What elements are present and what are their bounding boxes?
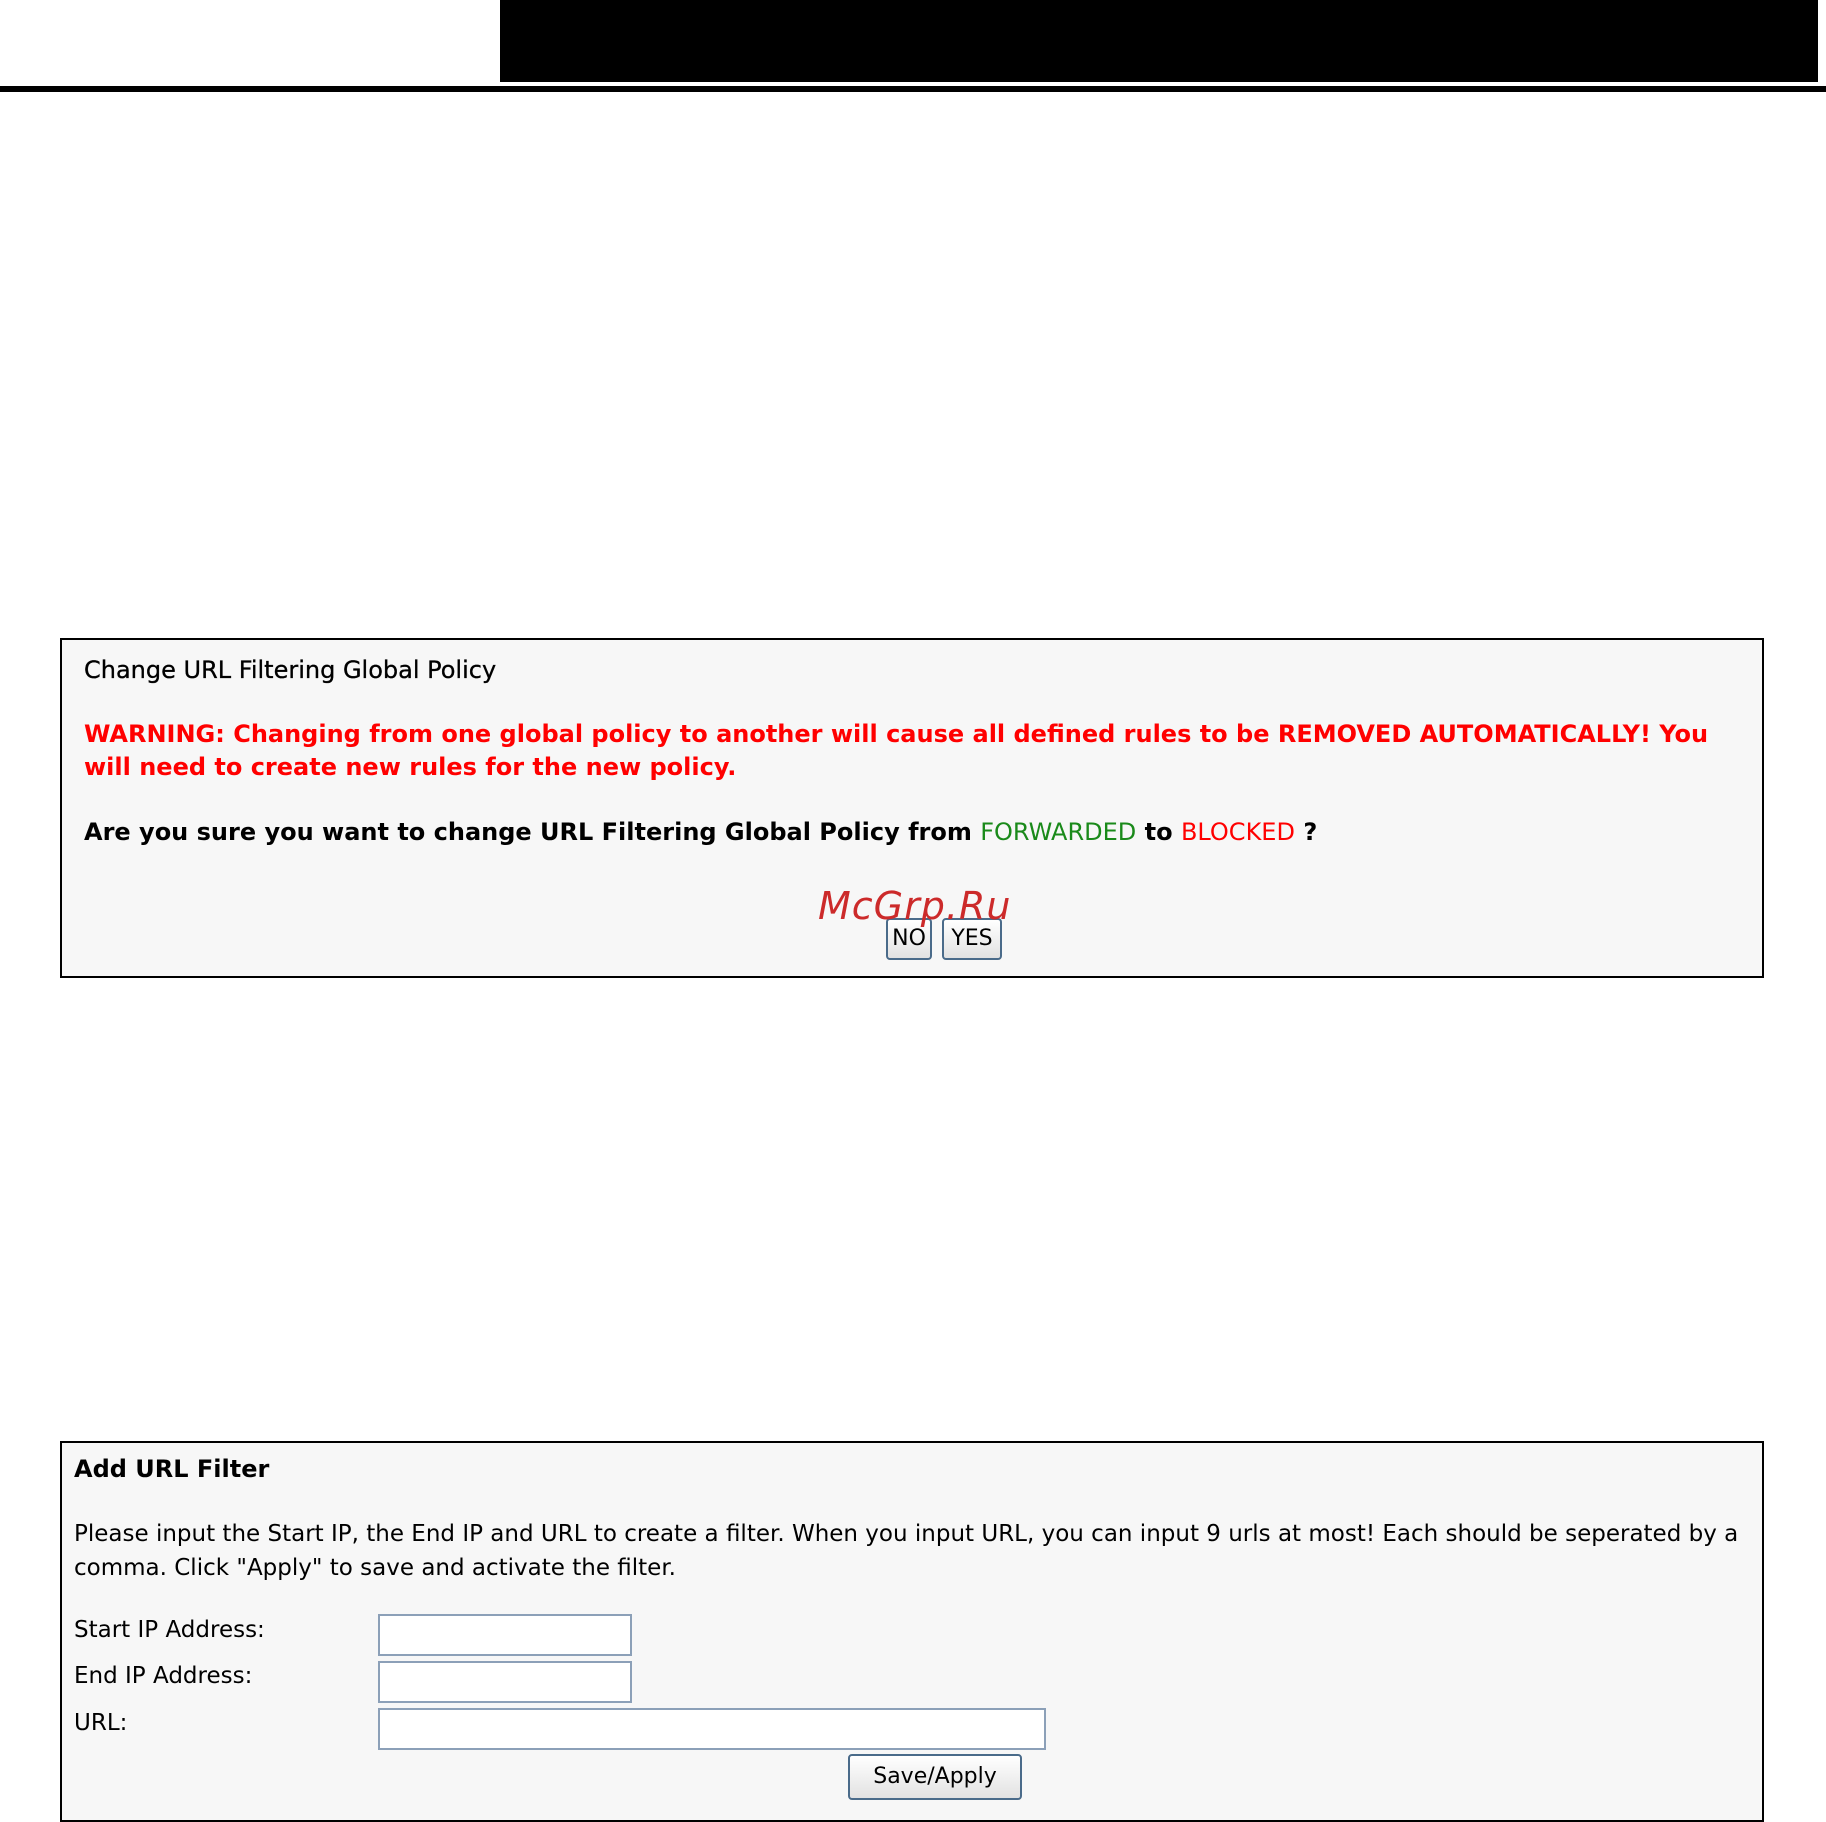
- header-divider: [0, 86, 1826, 92]
- policy-panel-title: Change URL Filtering Global Policy: [84, 656, 497, 684]
- question-prefix: Are you sure you want to change URL Filtering Global Policy from: [84, 818, 972, 846]
- from-policy-value: FORWARDED: [980, 818, 1137, 846]
- policy-warning-text: WARNING: Changing from one global policy to another will cause all defined rules to be REMOVED AUTOMATICALLY! You will need to create new rules for the new policy.: [84, 720, 1709, 781]
- start-ip-input[interactable]: [378, 1614, 632, 1656]
- add-url-filter-panel: [60, 1441, 1764, 1822]
- question-suffix: ?: [1303, 818, 1318, 846]
- add-filter-description: Please input the Start IP, the End IP and URL to create a filter. When you input URL, you can input 9 urls at most! Each should be seperated by a comma. Click "Apply" to save and activate the filter.: [74, 1521, 1739, 1581]
- save-apply-button[interactable]: Save/Apply: [848, 1754, 1022, 1800]
- yes-button[interactable]: YES: [942, 918, 1002, 960]
- to-policy-value: BLOCKED: [1180, 818, 1295, 846]
- question-connector: to: [1144, 818, 1173, 846]
- policy-confirm-question: [84, 818, 1317, 846]
- add-filter-title: Add URL Filter: [74, 1455, 270, 1483]
- watermark-text: McGrp.Ru: [818, 884, 1012, 928]
- end-ip-input[interactable]: [378, 1661, 632, 1703]
- url-input[interactable]: [378, 1708, 1046, 1750]
- header-black-bar: [500, 0, 1818, 82]
- start-ip-label: Start IP Address:: [74, 1617, 265, 1643]
- url-label: URL:: [74, 1710, 128, 1736]
- end-ip-label: End IP Address:: [74, 1663, 253, 1689]
- no-button[interactable]: NO: [886, 918, 932, 960]
